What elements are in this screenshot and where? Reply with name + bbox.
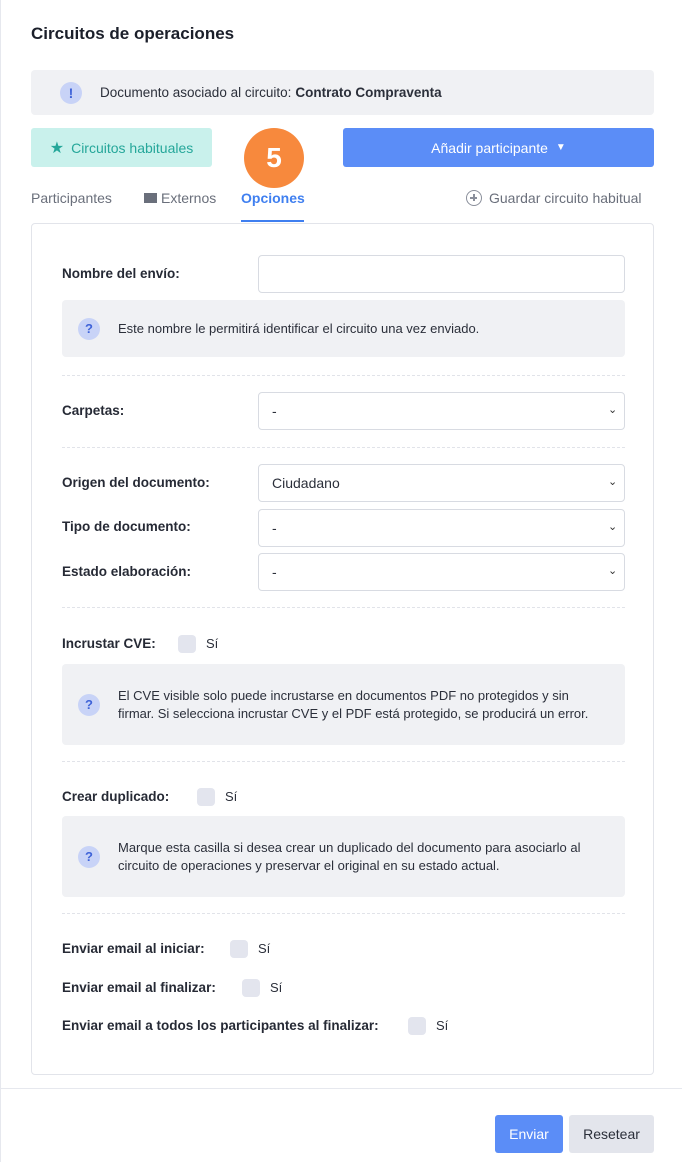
options-panel	[31, 223, 654, 1075]
duplicado-checkbox[interactable]	[197, 788, 215, 806]
divider	[62, 607, 625, 608]
origen-label: Origen del documento:	[62, 475, 210, 490]
estado-value: -	[272, 564, 277, 580]
circuitos-habituales-button[interactable]	[31, 128, 212, 167]
add-participant-button[interactable]	[343, 128, 654, 167]
plus-circle-icon	[466, 190, 482, 206]
origen-value: Ciudadano	[272, 475, 340, 491]
cve-help-box	[62, 664, 625, 745]
nombre-envio-input[interactable]	[258, 255, 625, 293]
add-participant-label: Añadir participante	[431, 139, 548, 156]
tipo-label: Tipo de documento:	[62, 519, 191, 534]
cve-option-label: Sí	[206, 636, 219, 651]
origen-select[interactable]	[258, 464, 625, 502]
tipo-value: -	[272, 520, 277, 536]
tab-label: Guardar circuito habitual	[489, 190, 642, 206]
chevron-down-icon: ⌄	[608, 565, 618, 577]
document-name: Contrato Compraventa	[295, 85, 442, 100]
estado-label: Estado elaboración:	[62, 564, 192, 579]
star-icon: ★	[49, 139, 65, 157]
carpetas-select[interactable]	[258, 392, 625, 430]
divider	[62, 913, 625, 914]
chevron-down-icon: ⌄	[608, 404, 618, 416]
tab-bar	[31, 188, 654, 224]
email-finalizar-label: Enviar email al finalizar:	[62, 980, 216, 995]
info-icon: !	[60, 82, 82, 104]
divider	[62, 761, 625, 762]
habituales-label: Circuitos habituales	[71, 139, 194, 156]
email-iniciar-option-label: Sí	[258, 941, 271, 956]
banner-text	[100, 85, 442, 100]
reset-button[interactable]: Resetear	[569, 1115, 654, 1153]
tab-label: Participantes	[31, 190, 112, 206]
footer-divider	[1, 1088, 682, 1089]
step-badge: 5	[244, 128, 304, 188]
document-banner	[31, 70, 654, 115]
nombre-help-box	[62, 300, 625, 357]
save-habitual-button[interactable]	[466, 190, 642, 206]
carpetas-value: -	[272, 403, 277, 419]
email-finalizar-option-label: Sí	[270, 980, 283, 995]
duplicado-help-text: Marque esta casilla si desea crear un duplicado del documento para asociarlo al circuito de operaciones y preservar el original en su estado actual.	[118, 840, 581, 873]
divider	[62, 447, 625, 448]
help-icon: ?	[78, 694, 100, 716]
help-icon: ?	[78, 318, 100, 340]
page-title: Circuitos de operaciones	[31, 24, 235, 43]
active-tab-indicator	[241, 220, 304, 222]
send-button[interactable]: Enviar	[495, 1115, 563, 1153]
banner-label: Documento asociado al circuito:	[100, 85, 292, 100]
tab-label: Externos	[161, 190, 217, 206]
email-iniciar-checkbox[interactable]	[230, 940, 248, 958]
cve-checkbox[interactable]	[178, 635, 196, 653]
cve-help-text: El CVE visible solo puede incrustarse en documentos PDF no protegidos y sin firmar. Si selecciona incrustar CVE y el PDF está protegido, se producirá un error.	[118, 688, 589, 721]
cve-label: Incrustar CVE:	[62, 636, 156, 651]
tab-opciones[interactable]	[241, 190, 305, 206]
email-todos-label: Enviar email a todos los participantes al finalizar:	[62, 1018, 379, 1033]
duplicado-option-label: Sí	[225, 789, 238, 804]
chevron-down-icon: ⌄	[608, 476, 618, 488]
estado-select[interactable]	[258, 553, 625, 591]
email-finalizar-checkbox[interactable]	[242, 979, 260, 997]
mail-icon	[144, 193, 157, 203]
chevron-down-icon: ▼	[555, 142, 566, 153]
help-icon: ?	[78, 846, 100, 868]
tab-participantes[interactable]	[31, 190, 112, 206]
carpetas-label: Carpetas:	[62, 403, 125, 418]
email-iniciar-label: Enviar email al iniciar:	[62, 941, 205, 956]
divider	[62, 375, 625, 376]
nombre-envio-label: Nombre del envío:	[62, 266, 180, 281]
email-todos-option-label: Sí	[436, 1018, 449, 1033]
duplicado-label: Crear duplicado:	[62, 789, 170, 804]
tab-label: Opciones	[241, 190, 305, 206]
nombre-help-text: Este nombre le permitirá identificar el circuito una vez enviado.	[118, 320, 480, 336]
email-todos-checkbox[interactable]	[408, 1017, 426, 1035]
tab-externos[interactable]	[144, 190, 216, 206]
duplicado-help-box	[62, 816, 625, 897]
chevron-down-icon: ⌄	[608, 521, 618, 533]
tipo-select[interactable]	[258, 509, 625, 547]
